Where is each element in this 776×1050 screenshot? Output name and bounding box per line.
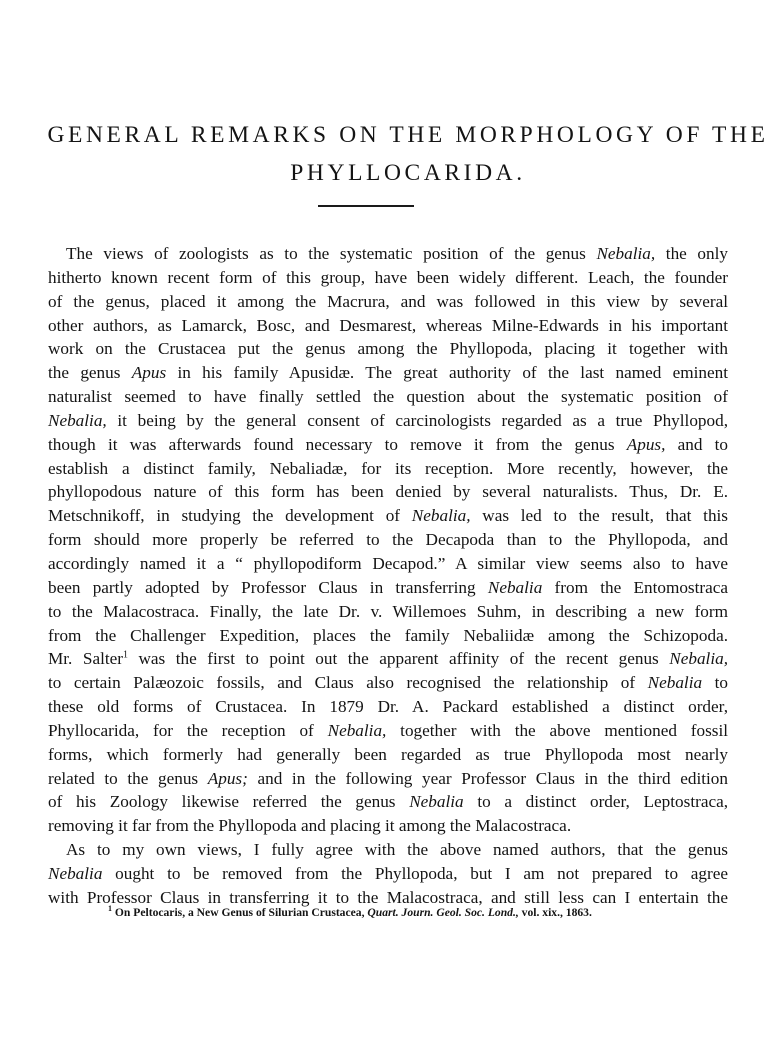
text-line xyxy=(48,266,728,290)
italic-run: Nebalia xyxy=(409,792,464,812)
text-run: and to xyxy=(665,434,728,454)
paragraph-1 xyxy=(48,242,728,838)
text-run: ought to be removed from the Phyllopoda, but I am not prepared to agree xyxy=(102,863,728,883)
text-run: phyllopodous nature of this form has been denied by several naturalists. Thus, Dr. E. xyxy=(48,482,728,502)
italic-run: Nebalia xyxy=(487,577,543,597)
text-line xyxy=(48,719,728,743)
text-line xyxy=(48,552,728,576)
title-line-2: PHYLLOCARIDA. xyxy=(290,159,526,186)
text-line xyxy=(48,647,728,671)
text-run: though it was afterwards found necessary to remove it from the genus xyxy=(48,434,627,454)
text-line xyxy=(48,767,728,791)
text-run: As to my own views, I fully agree with the above named authors, that the genus xyxy=(66,840,728,860)
text-line xyxy=(48,385,728,409)
text-line xyxy=(48,337,728,361)
text-run: of the genus, placed it among the Macrura, and was followed in this view by several xyxy=(48,291,728,311)
text-run: been partly adopted by Professor Claus in transferring xyxy=(48,577,488,597)
italic-run: Nebalia xyxy=(647,673,703,693)
text-run: from the Entomostraca xyxy=(542,577,728,597)
text-run: naturalist seemed to have finally settled the question about the systematic position of xyxy=(48,387,728,407)
text-run: Metschnikoff, in studying the development of xyxy=(48,506,412,526)
text-run: of his Zoology likewise referred the genus xyxy=(48,792,410,812)
text-line xyxy=(48,838,728,862)
text-run: to certain Palæozoic fossils, and Claus also recognised the relationship of xyxy=(48,673,648,693)
text-line xyxy=(48,480,728,504)
italic-run: Apus, xyxy=(626,434,666,454)
text-line xyxy=(48,504,728,528)
footnote-number: 1 xyxy=(108,904,112,914)
footnote xyxy=(108,906,728,919)
text-run: to a distinct order, Leptostraca, xyxy=(463,792,728,812)
text-run: was the first to point out the apparent affinity of the recent genus xyxy=(127,649,670,669)
text-line xyxy=(48,361,728,385)
text-line xyxy=(48,790,728,814)
text-line xyxy=(48,242,728,266)
text-line xyxy=(48,576,728,600)
footnote-marker: 1 xyxy=(122,649,128,661)
italic-run: Nebalia xyxy=(48,863,103,883)
text-line xyxy=(48,671,728,695)
text-run: to xyxy=(702,673,728,693)
text-run: removing it far from the Phyllopoda and placing it among the Malacostraca. xyxy=(48,816,572,836)
text-line xyxy=(48,814,728,838)
text-run: forms, which formerly had generally been regarded as true Phyllopoda most nearly xyxy=(48,744,728,764)
italic-run: Apus; xyxy=(207,768,248,788)
text-run: was led to the result, that this xyxy=(470,506,728,526)
text-run: the only xyxy=(655,244,728,263)
text-run: hitherto known recent form of this group, have been widely different. Leach, the founder xyxy=(48,267,728,287)
text-run: together with the above mentioned fossil xyxy=(386,720,729,740)
italic-run: Apus xyxy=(131,363,167,383)
italic-run: Nebalia, xyxy=(596,244,656,263)
text-run: from the Challenger Expedition, places the family Nebaliidæ among the Schizopoda. xyxy=(48,625,728,645)
text-run: the genus xyxy=(48,363,132,383)
text-line xyxy=(48,600,728,624)
italic-run: Nebalia, xyxy=(411,506,471,526)
text-run: related to the genus xyxy=(48,768,208,788)
text-line xyxy=(48,695,728,719)
paragraph-2 xyxy=(48,838,728,910)
title-divider xyxy=(318,205,414,207)
text-run: these old forms of Crustacea. In 1879 Dr. A. Packard established a distinct order, xyxy=(48,697,728,717)
text-line xyxy=(48,743,728,767)
text-run: it being by the general consent of carcinologists regarded as a true Phyllopod, xyxy=(106,410,728,430)
text-run: establish a distinct family, Nebaliadæ, for its reception. More recently, however, the xyxy=(48,458,728,478)
text-run: with Professor Claus in transferring it to the Malacostraca, and still less can I entertain the xyxy=(48,887,728,907)
text-line xyxy=(48,314,728,338)
text-run: accordingly named it a “ phyllopodiform Decapod.” A similar view seems also to have xyxy=(48,553,728,573)
page-title xyxy=(40,116,776,192)
text-run: Phyllocarida, for the reception of xyxy=(48,720,328,740)
text-run: The views of zoologists as to the systematic position of the genus xyxy=(66,244,597,263)
italic-run: Nebalia, xyxy=(48,410,107,430)
text-run: work on the Crustacea put the genus among the Phyllopoda, placing it together with xyxy=(48,339,728,359)
text-run: form should more properly be referred to the Decapoda than to the Phyllopoda, and xyxy=(48,530,728,550)
text-run: and in the following year Professor Claus in the third edition xyxy=(247,768,728,788)
text-run: other authors, as Lamarck, Bosc, and Desmarest, whereas Milne-Edwards in his important xyxy=(48,315,728,335)
text-line xyxy=(48,290,728,314)
italic-run: Quart. Journ. Geol. Soc. Lond., xyxy=(367,906,519,919)
text-line xyxy=(48,409,728,433)
text-run: On Peltocaris, a New Genus of Silurian Crustacea, xyxy=(112,906,368,919)
text-line xyxy=(48,528,728,552)
text-line xyxy=(48,624,728,648)
text-run: Mr. Salter xyxy=(48,649,123,669)
text-line xyxy=(48,862,728,886)
italic-run: Nebalia, xyxy=(327,720,387,740)
text-run: vol. xix., 1863. xyxy=(518,906,592,919)
text-run: in his family Apusidæ. The great authority of the last named eminent xyxy=(166,363,728,383)
text-line xyxy=(48,457,728,481)
italic-run: Nebalia, xyxy=(669,649,728,669)
body-text xyxy=(48,242,728,910)
text-line xyxy=(48,433,728,457)
title-line-1: GENERAL REMARKS ON THE MORPHOLOGY OF THE xyxy=(47,121,769,148)
text-run: to the Malacostraca. Finally, the late Dr. v. Willemoes Suhm, in describing a new form xyxy=(48,601,728,621)
